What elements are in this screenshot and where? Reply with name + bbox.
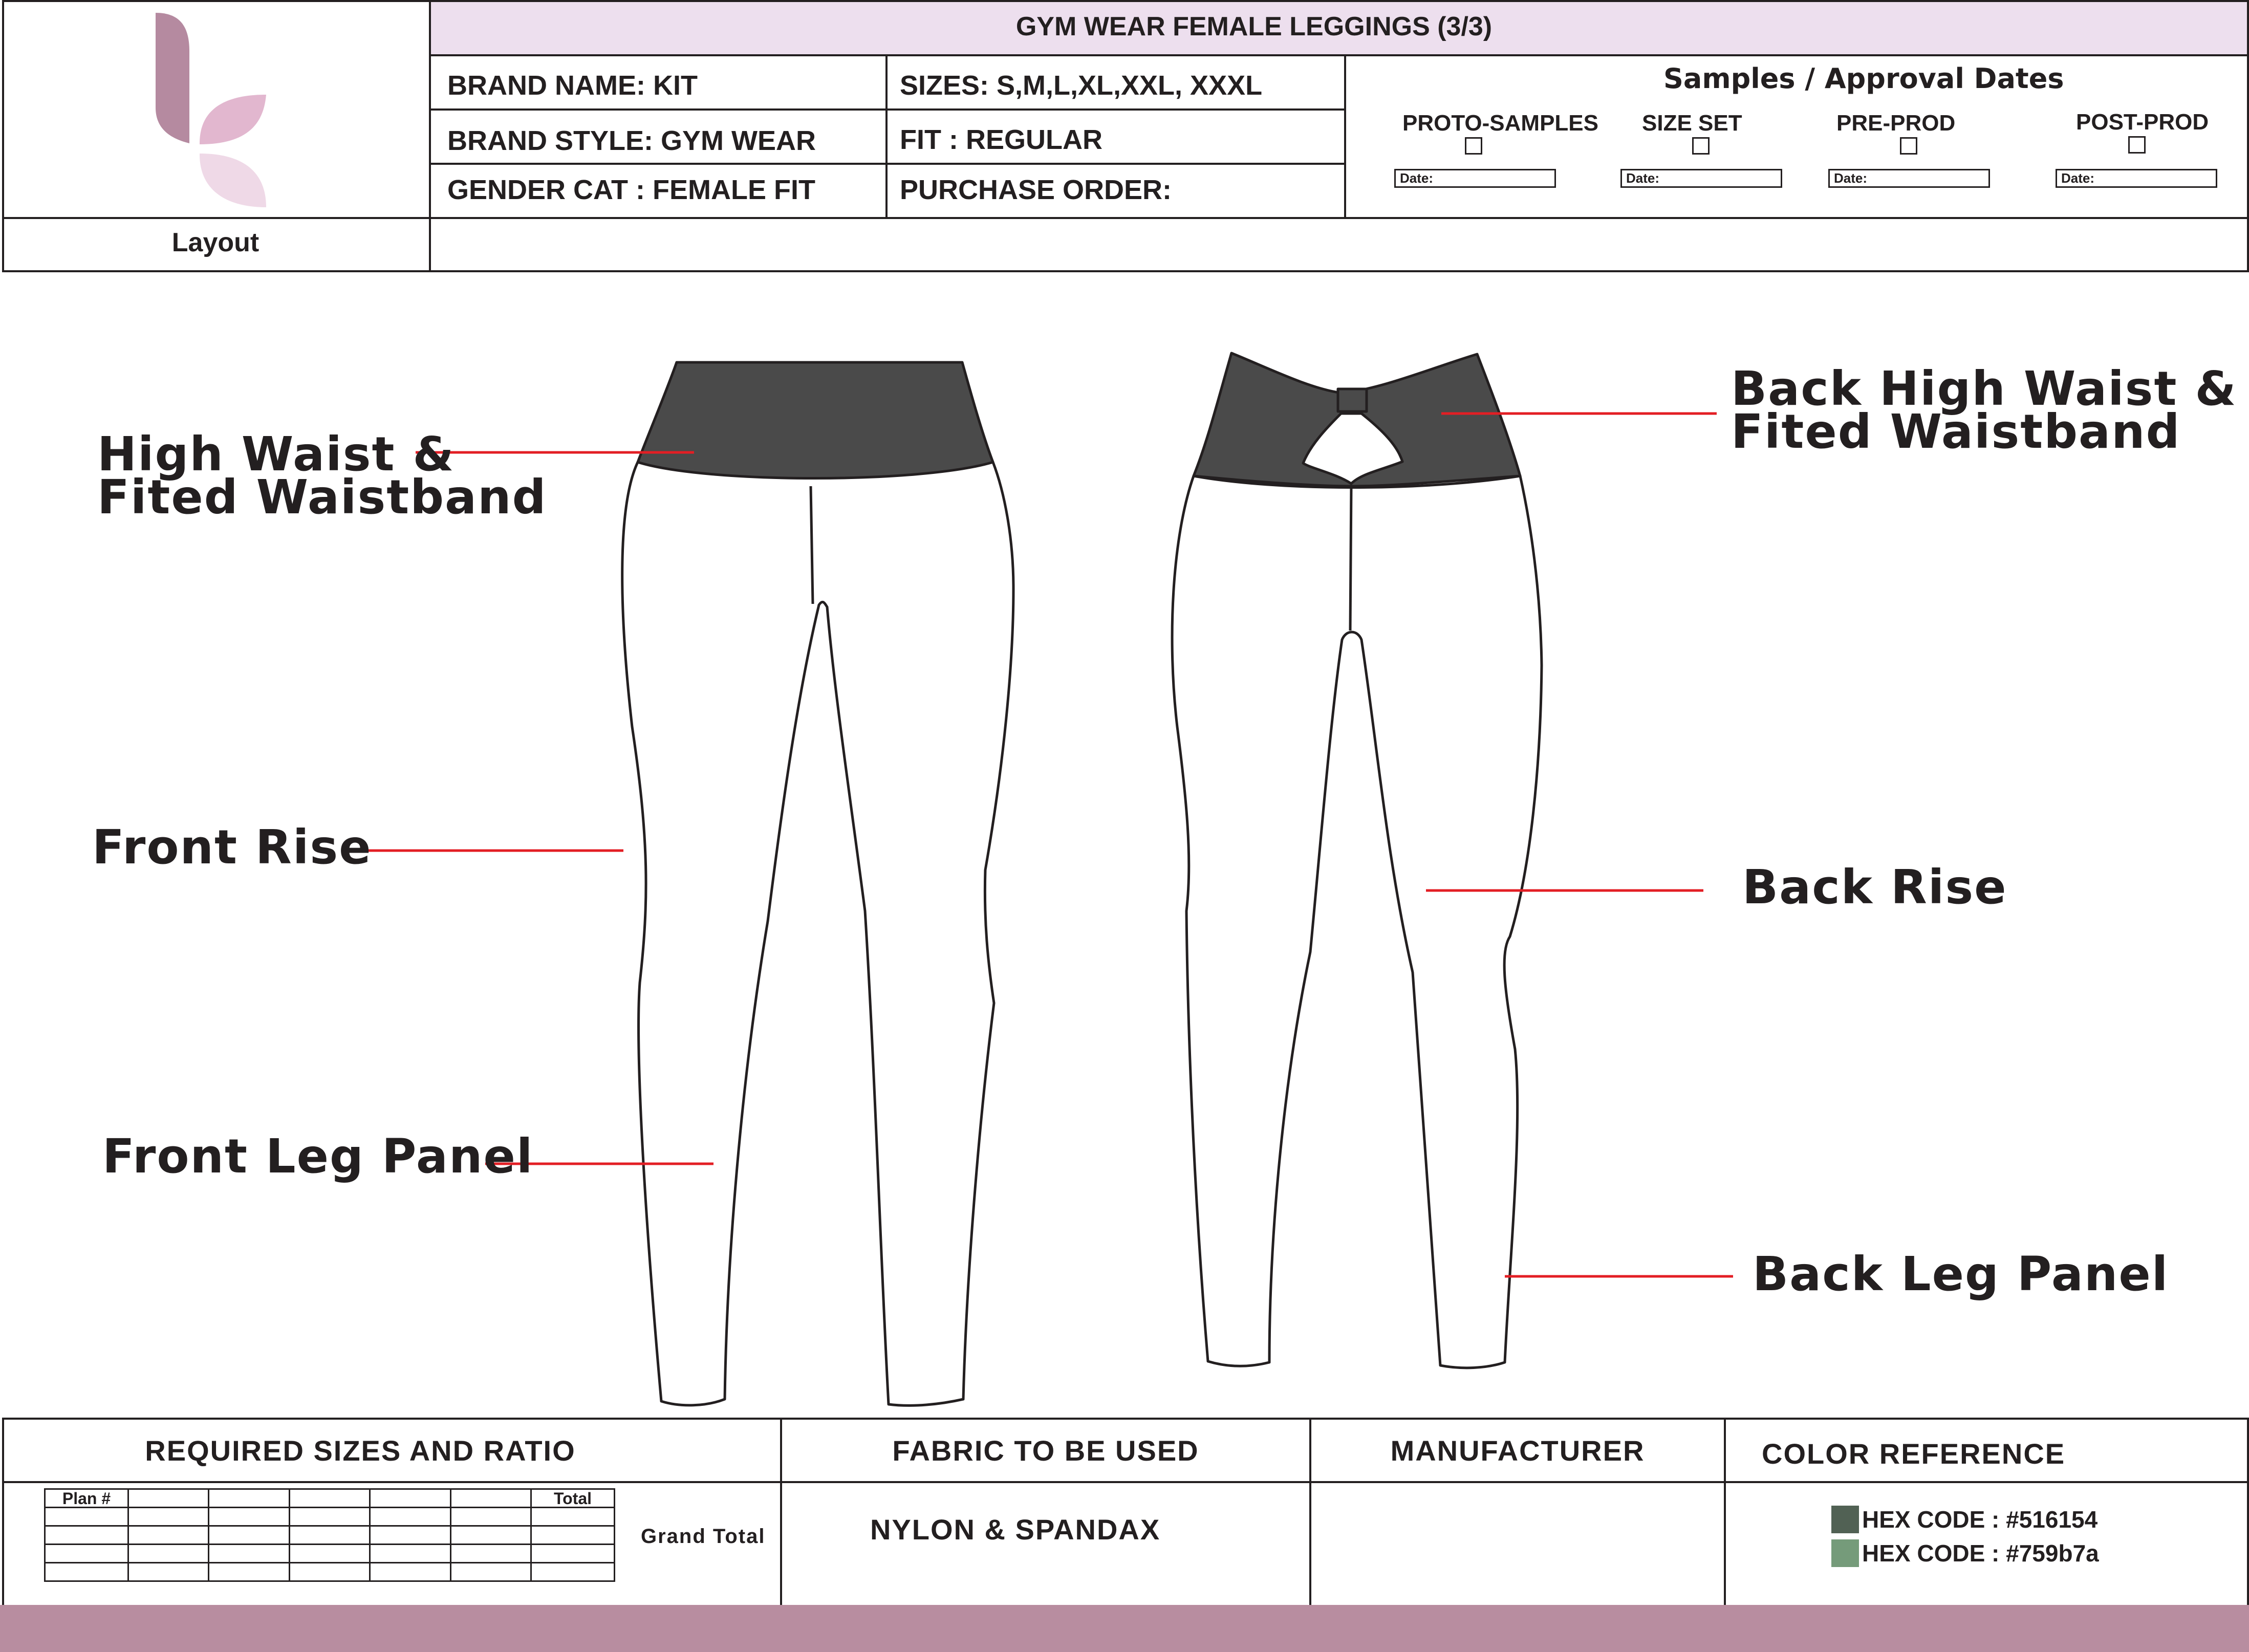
table-cell[interactable] bbox=[45, 1545, 128, 1563]
purchase-order: PURCHASE ORDER: bbox=[900, 175, 1172, 205]
table-cell[interactable] bbox=[289, 1545, 370, 1563]
sizes-heading: REQUIRED SIZES AND RATIO bbox=[145, 1434, 576, 1467]
table-cell[interactable] bbox=[531, 1526, 615, 1545]
sample-stage-label: SIZE SET bbox=[1642, 111, 1742, 136]
size-cell[interactable] bbox=[370, 1489, 450, 1508]
gender-cat: GENDER CAT : FEMALE FIT bbox=[447, 175, 815, 205]
size-cell[interactable] bbox=[209, 1489, 289, 1508]
footer-band bbox=[0, 1605, 2249, 1652]
table-cell[interactable] bbox=[370, 1563, 450, 1581]
table-cell[interactable] bbox=[45, 1508, 128, 1526]
table-row bbox=[45, 1489, 615, 1508]
sizes: SIZES: S,M,L,XL,XXL, XXXL bbox=[900, 70, 1263, 101]
back-center-seam bbox=[1350, 486, 1351, 631]
samples-title: Samples / Approval Dates bbox=[1663, 62, 2064, 95]
front-leg-outline bbox=[622, 462, 1013, 1405]
table-cell[interactable] bbox=[209, 1526, 289, 1545]
table-cell[interactable] bbox=[45, 1526, 128, 1545]
callout-front-rise: Front Rise bbox=[92, 820, 372, 875]
fabric-heading: FABRIC TO BE USED bbox=[892, 1434, 1199, 1467]
front-waistband bbox=[638, 362, 993, 479]
callout-front-waist-line2: Fited Waistband bbox=[97, 470, 547, 525]
color-swatch-2 bbox=[1831, 1539, 1859, 1567]
back-leg-outline bbox=[1172, 476, 1542, 1368]
front-view bbox=[622, 362, 1013, 1405]
table-row bbox=[45, 1508, 615, 1526]
back-strap bbox=[1338, 389, 1367, 411]
table-cell[interactable] bbox=[370, 1508, 450, 1526]
sample-stage-label: PRE-PROD bbox=[1836, 111, 1956, 136]
pre-prod-date-field[interactable]: Date: bbox=[1828, 169, 1990, 188]
callout-back-leg: Back Leg Panel bbox=[1753, 1247, 2169, 1301]
table-cell[interactable] bbox=[450, 1545, 531, 1563]
color-swatch-1 bbox=[1831, 1506, 1859, 1533]
callout-back-waist-line2: Fited Waistband bbox=[1731, 404, 2181, 459]
callout-back-rise: Back Rise bbox=[1742, 860, 2007, 915]
sample-stage-label: POST-PROD bbox=[2076, 110, 2209, 135]
table-cell[interactable] bbox=[531, 1563, 615, 1581]
table-cell[interactable] bbox=[128, 1563, 209, 1581]
grand-total-label: Grand Total bbox=[641, 1525, 766, 1548]
fit: FIT : REGULAR bbox=[900, 124, 1102, 155]
callout-front-waist bbox=[97, 427, 547, 525]
manufacturer-heading: MANUFACTURER bbox=[1390, 1434, 1645, 1467]
sample-stage-label: PROTO-SAMPLES bbox=[1402, 111, 1599, 136]
table-cell[interactable] bbox=[289, 1563, 370, 1581]
table-cell[interactable] bbox=[209, 1545, 289, 1563]
callout-back-waist bbox=[1731, 361, 2237, 459]
table-cell[interactable] bbox=[209, 1508, 289, 1526]
table-cell[interactable] bbox=[128, 1545, 209, 1563]
table-cell[interactable] bbox=[289, 1526, 370, 1545]
table-cell[interactable] bbox=[209, 1563, 289, 1581]
color-hex-2: HEX CODE : #759b7a bbox=[1862, 1540, 2099, 1567]
brand-style: BRAND STYLE: GYM WEAR bbox=[447, 125, 816, 156]
table-cell[interactable] bbox=[450, 1563, 531, 1581]
back-view bbox=[1172, 353, 1542, 1368]
fabric-value: NYLON & SPANDAX bbox=[870, 1513, 1161, 1546]
size-cell[interactable] bbox=[289, 1489, 370, 1508]
size-cell[interactable] bbox=[450, 1489, 531, 1508]
table-cell[interactable] bbox=[450, 1526, 531, 1545]
post-prod-date-field[interactable]: Date: bbox=[2056, 169, 2217, 188]
size-cell[interactable] bbox=[128, 1489, 209, 1508]
table-cell[interactable] bbox=[128, 1526, 209, 1545]
table-cell[interactable] bbox=[531, 1508, 615, 1526]
total-header: Total bbox=[531, 1489, 615, 1508]
plan-header: Plan # bbox=[45, 1489, 128, 1508]
table-cell[interactable] bbox=[45, 1563, 128, 1581]
brand-name: BRAND NAME: KIT bbox=[447, 70, 698, 101]
table-cell[interactable] bbox=[450, 1508, 531, 1526]
table-row bbox=[45, 1563, 615, 1581]
table-cell[interactable] bbox=[531, 1545, 615, 1563]
table-row bbox=[45, 1545, 615, 1563]
sheet-title: GYM WEAR FEMALE LEGGINGS (3/3) bbox=[1015, 12, 1493, 41]
color-hex-1: HEX CODE : #516154 bbox=[1862, 1506, 2098, 1533]
callout-front-leg: Front Leg Panel bbox=[102, 1129, 534, 1184]
table-cell[interactable] bbox=[370, 1526, 450, 1545]
color-heading: COLOR REFERENCE bbox=[1762, 1438, 2066, 1470]
section-label: Layout bbox=[171, 228, 260, 257]
size-set-date-field[interactable]: Date: bbox=[1620, 169, 1782, 188]
size-ratio-table bbox=[44, 1488, 615, 1582]
table-cell[interactable] bbox=[128, 1508, 209, 1526]
proto-date-field[interactable]: Date: bbox=[1394, 169, 1556, 188]
table-cell[interactable] bbox=[289, 1508, 370, 1526]
table-row bbox=[45, 1526, 615, 1545]
callout-back-waist-line1: Back High Waist & bbox=[1731, 361, 2237, 416]
callout-front-waist-line1: High Waist & bbox=[97, 427, 455, 482]
table-cell[interactable] bbox=[370, 1545, 450, 1563]
